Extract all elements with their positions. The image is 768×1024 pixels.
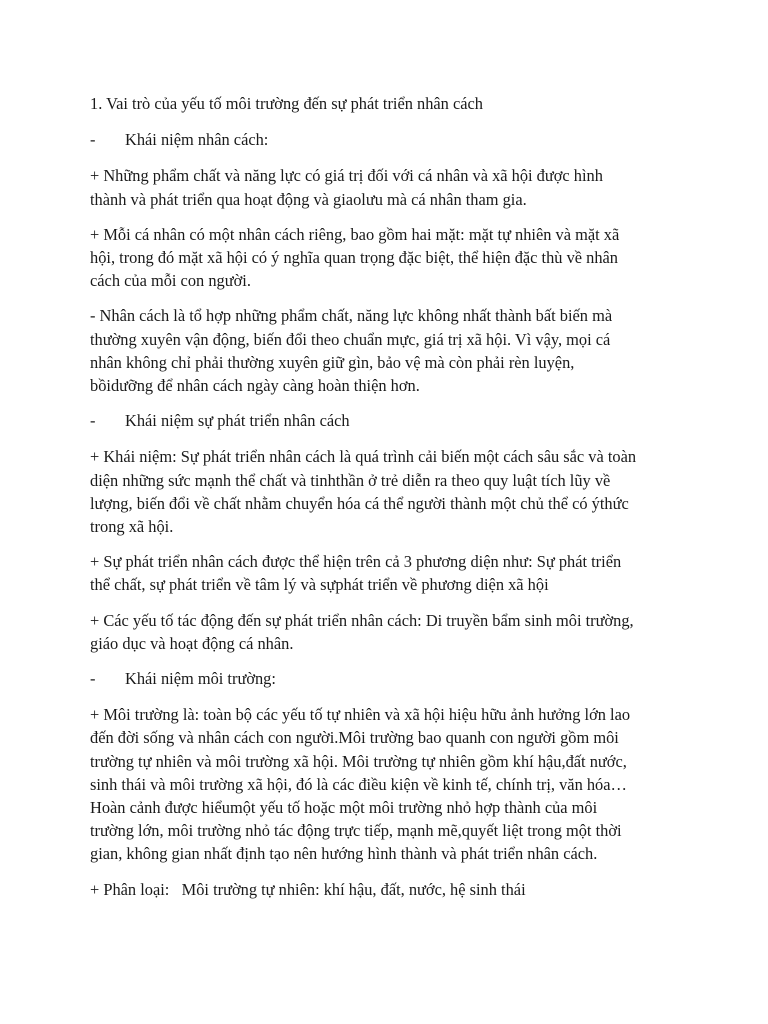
section-heading: 1. Vai trò của yếu tố môi trường đến sự phát triển nhân cách — [90, 94, 483, 113]
paragraph-classification — [90, 878, 690, 901]
paragraph-personality-combination — [90, 304, 690, 397]
dash-marker: - — [90, 669, 96, 689]
text-line: giáo dục và hoạt động cá nhân. — [90, 633, 294, 653]
text-line: trường lớn, môi trường nhỏ tác động trực tiếp, mạnh mẽ,quyết liệt trong một thời — [90, 821, 622, 841]
text-line: + Phân loại: Môi trường tự nhiên: khí hậu, đất, nước, hệ sinh thái — [90, 879, 526, 899]
text-line: cách của mỗi con người. — [90, 271, 251, 291]
paragraph-development-definition — [90, 445, 690, 538]
text-line: + Môi trường là: toàn bộ các yếu tố tự nhiên và xã hội hiệu hữu ảnh hưởng lớn lao — [90, 705, 631, 725]
text-line: bồidưỡng để nhân cách ngày càng hoàn thiện hơn. — [90, 376, 420, 396]
text-line: hội, trong đó mặt xã hội có ý nghĩa quan trọng đặc biệt, thể hiện đặc thù về nhân — [90, 248, 619, 268]
paragraph-two-aspects — [90, 223, 690, 293]
dash-item-text: Khái niệm sự phát triển nhân cách — [125, 411, 350, 431]
text-line: gian, không gian nhất định tạo nên hướng hình thành và phát triển nhân cách. — [90, 844, 598, 864]
paragraph-qualities — [90, 164, 690, 210]
paragraph-three-aspects — [90, 550, 690, 596]
dash-item-development-concept — [90, 409, 690, 432]
paragraph-environment-definition — [90, 703, 690, 865]
text-line: + Sự phát triển nhân cách được thể hiện trên cả 3 phương diện như: Sự phát triển — [90, 552, 622, 572]
text-line: + Mỗi cá nhân có một nhân cách riêng, bao gồm hai mặt: mặt tự nhiên và mặt xã — [90, 224, 620, 244]
text-line: + Những phẩm chất và năng lực có giá trị đối với cá nhân và xã hội được hình — [90, 166, 603, 186]
text-line: trường tự nhiên và môi trường xã hội. Môi trường tự nhiên gồm khí hậu,đất nước, — [90, 751, 627, 771]
text-line: thường xuyên vận động, biến đổi theo chuẩn mực, giá trị xã hội. Vì vậy, mọi cá — [90, 329, 611, 349]
dash-item-environment-concept — [90, 667, 690, 690]
text-line: đến đời sống và nhân cách con người.Môi trường bao quanh con người gồm môi — [90, 728, 619, 748]
document-body — [90, 92, 690, 913]
text-line: nhân không chỉ phải thường xuyên giữ gìn, bảo vệ mà còn phải rèn luyện, — [90, 352, 575, 372]
text-line: thể chất, sự phát triển về tâm lý và sựphát triển về phương diện xã hội — [90, 575, 549, 595]
text-line: trong xã hội. — [90, 517, 174, 537]
dash-marker: - — [90, 130, 96, 150]
text-line: + Khái niệm: Sự phát triển nhân cách là quá trình cải biến một cách sâu sắc và toàn — [90, 447, 637, 467]
text-line: lượng, biến đổi về chất nhằm chuyển hóa cá thể người thành một chủ thể có ýthức — [90, 493, 629, 513]
dash-item-text: Khái niệm môi trường: — [125, 669, 276, 689]
paragraph-factors — [90, 609, 690, 655]
dash-item-text: Khái niệm nhân cách: — [125, 130, 269, 150]
text-line: - Nhân cách là tổ hợp những phẩm chất, năng lực không nhất thành bất biến mà — [90, 306, 613, 326]
dash-marker: - — [90, 411, 96, 431]
text-line: sinh thái và môi trường xã hội, đó là các điều kiện về kinh tế, chính trị, văn hóa… — [90, 774, 627, 794]
text-line: diện những sức mạnh thể chất và tinhthần ở trẻ diễn ra theo quy luật tích lũy về — [90, 470, 611, 490]
dash-item-personality-concept — [90, 128, 690, 151]
text-line: + Các yếu tố tác động đến sự phát triển nhân cách: Di truyền bẩm sinh môi trường, — [90, 610, 634, 630]
text-line: thành và phát triển qua hoạt động và giaolưu mà cá nhân tham gia. — [90, 189, 527, 209]
text-line: Hoàn cảnh được hiểumột yếu tố hoặc một môi trường nhỏ hợp thành của môi — [90, 798, 598, 818]
